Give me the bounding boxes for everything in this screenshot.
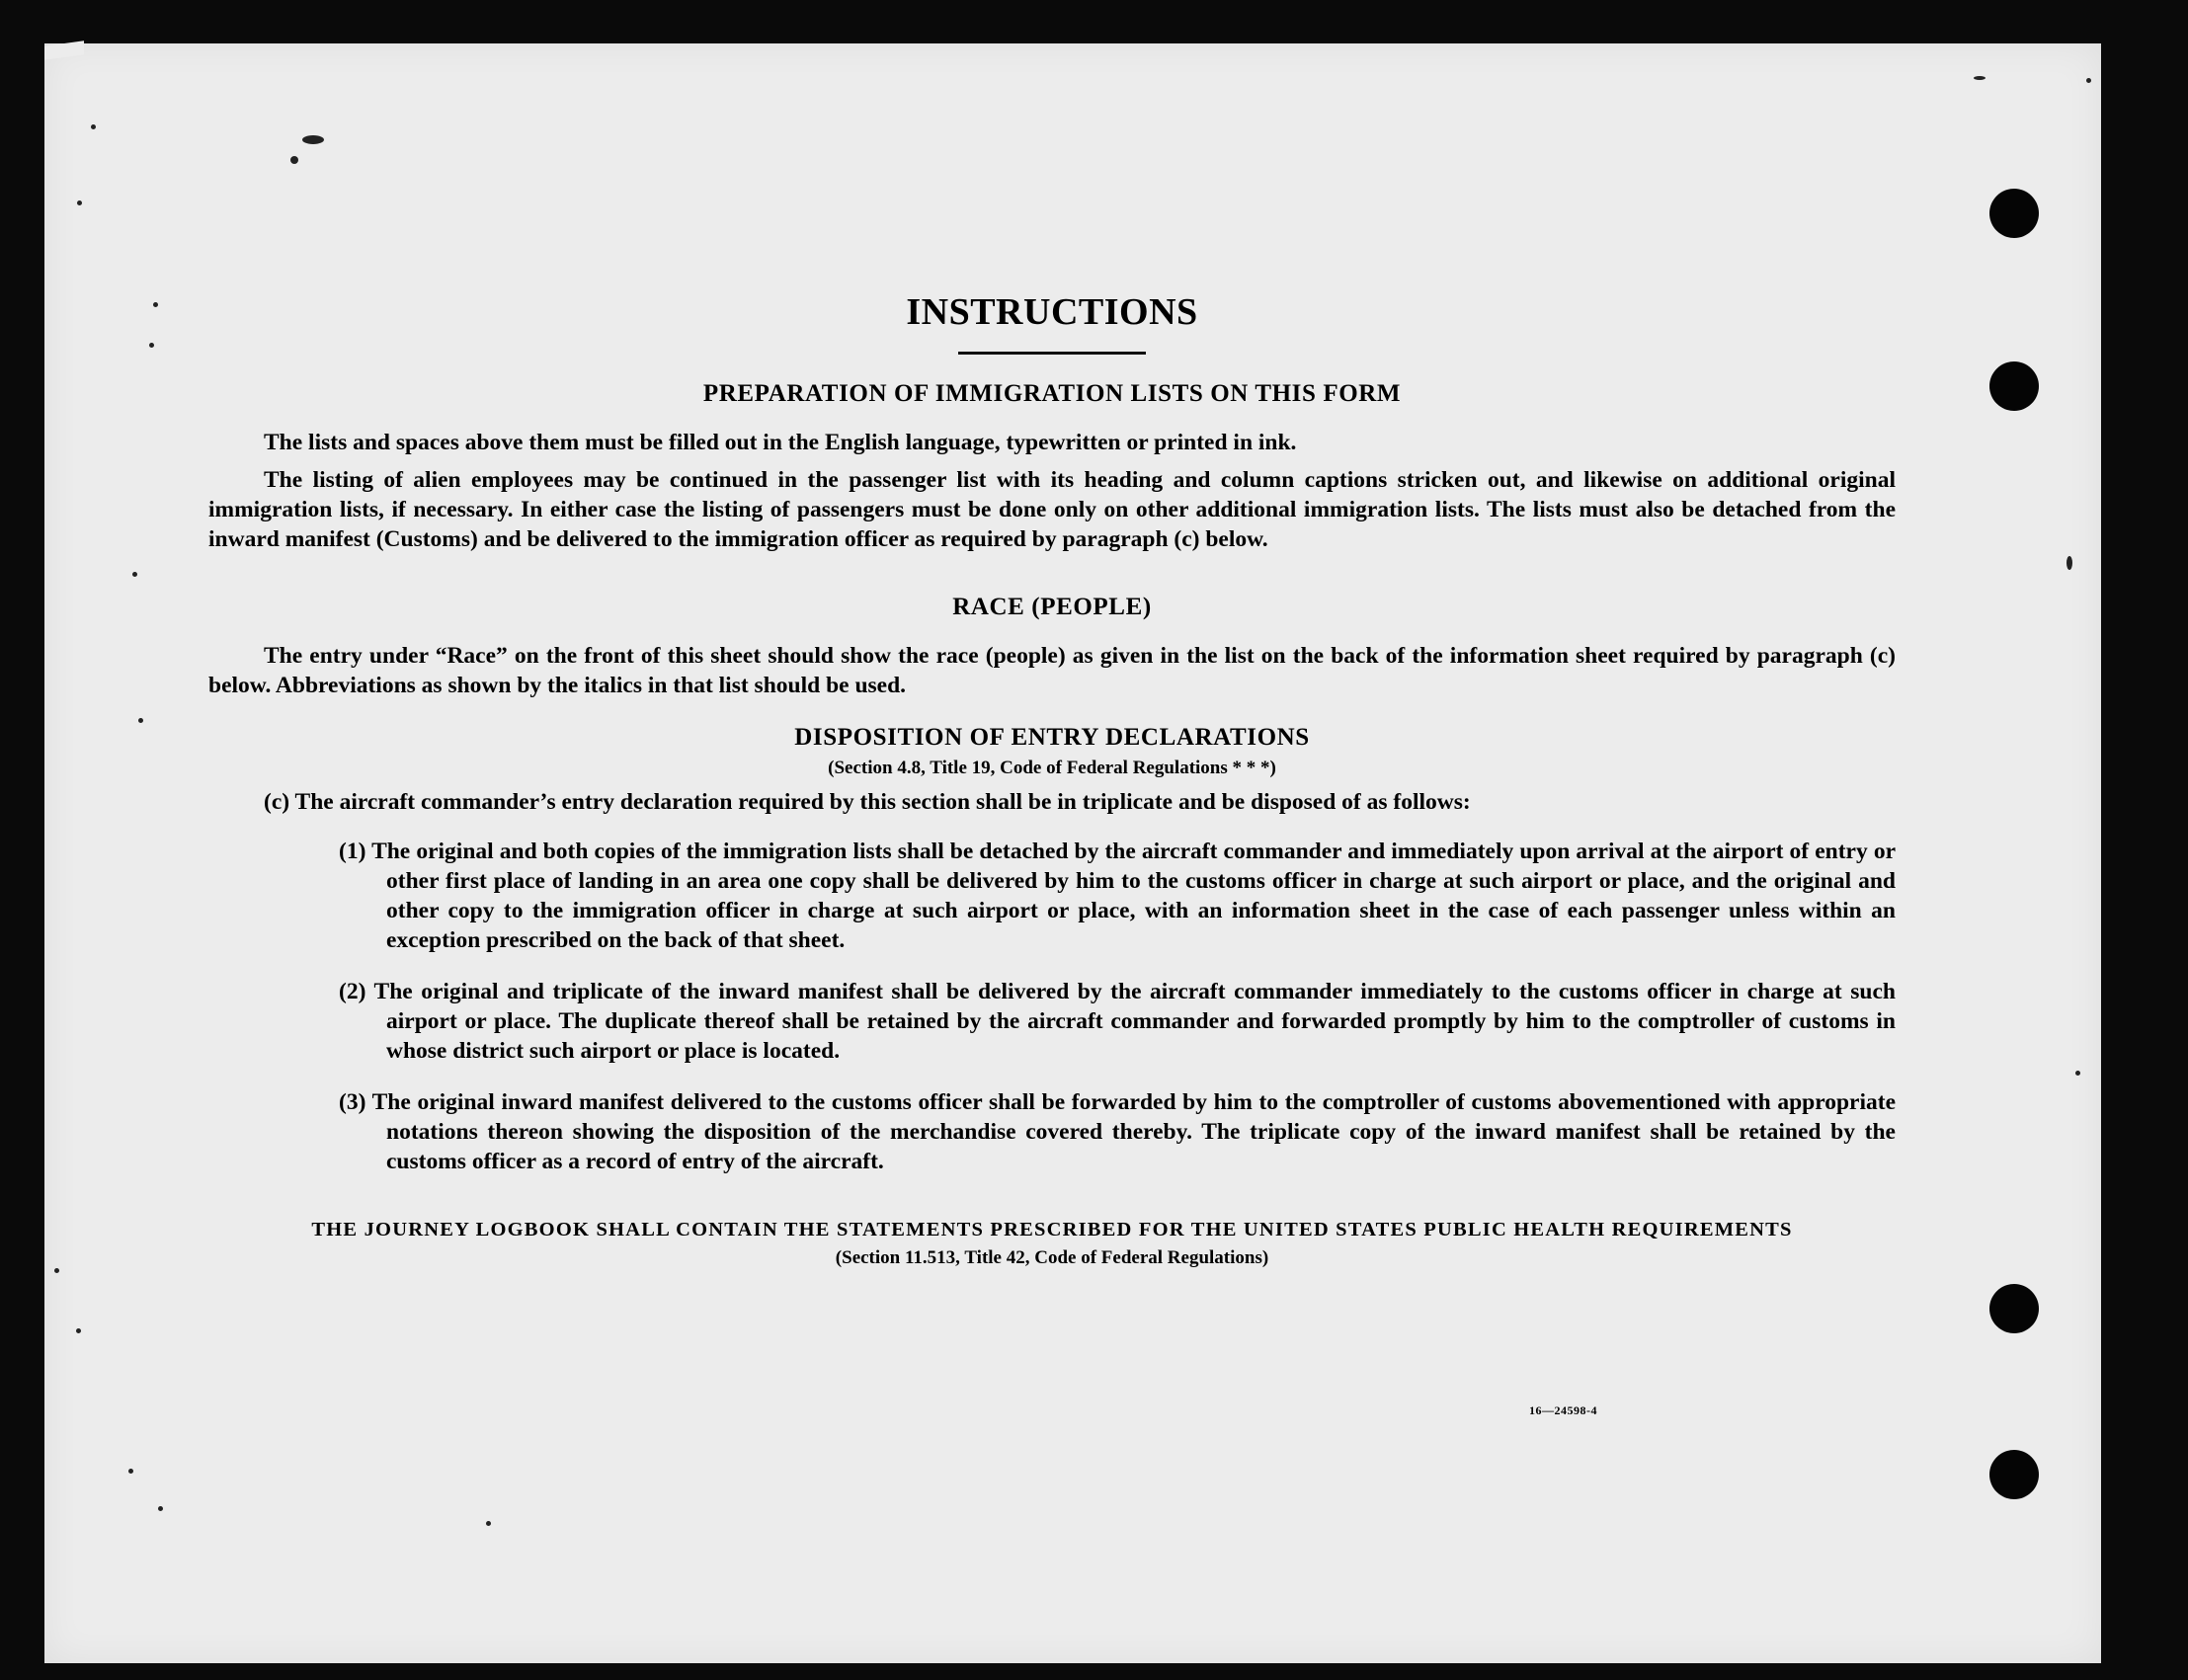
punch-hole	[1989, 1284, 2039, 1333]
ink-speck	[153, 302, 158, 307]
ink-speck	[91, 124, 96, 129]
public-health-citation: (Section 11.513, Title 42, Code of Federal Regulations)	[835, 1247, 1269, 1268]
ink-speck	[138, 718, 143, 723]
ink-speck	[302, 135, 324, 144]
ink-speck	[132, 572, 137, 577]
ink-speck	[54, 1268, 59, 1273]
ink-speck	[486, 1521, 491, 1526]
ink-speck	[1974, 76, 1985, 80]
ink-speck	[290, 156, 298, 164]
race-heading: RACE (PEOPLE)	[952, 594, 1152, 620]
punch-hole	[1989, 361, 2039, 411]
form-number: 16—24598-4	[1529, 1403, 1597, 1417]
ink-speck	[2075, 1071, 2080, 1076]
title-underline	[958, 352, 1146, 355]
instructions-content	[208, 288, 1896, 1271]
disposition-item-1: (1) The original and both copies of the immigration lists shall be detached by the aircraft commander and immediately upon arrival at the airport of entry or other first place of landing in an area one copy shall be delivered by him to the customs officer in charge at such airport or place, and the original and other copy to the immigration officer in charge at such airport or place, with an information sheet in the case of each passenger unless within an exception prescribed on the back of that sheet.	[339, 839, 1896, 953]
ink-speck	[149, 343, 154, 348]
disposition-heading: DISPOSITION OF ENTRY DECLARATIONS	[794, 724, 1310, 751]
disposition-citation: (Section 4.8, Title 19, Code of Federal Regulations * * *)	[828, 758, 1276, 778]
punch-hole	[1989, 1450, 2039, 1499]
public-health-statement: THE JOURNEY LOGBOOK SHALL CONTAIN THE STATEMENTS PRESCRIBED FOR THE UNITED STATES PUBLIC HEALTH REQUIREMENTS	[311, 1219, 1793, 1240]
race-paragraph: The entry under “Race” on the front of this sheet should show the race (people) as given in the list on the back of the information sheet required by paragraph (c) below. Abbreviations as shown by the italics in that list should be used.	[208, 643, 1896, 698]
ink-speck	[77, 200, 82, 205]
disposition-item-3: (3) The original inward manifest delivered to the customs officer shall be forwarded by him to the comptroller of customs abovementioned with appropriate notations thereon showing the disposition of the merchandise covered thereby. The triplicate copy of the inward manifest shall be retained by the customs officer as a record of entry of the aircraft.	[339, 1089, 1896, 1174]
punch-hole	[1989, 189, 2039, 238]
clause-c: (c) The aircraft commander’s entry declaration required by this section shall be in triplicate and be disposed of as follows:	[264, 789, 1471, 815]
ink-speck	[128, 1469, 133, 1474]
preparation-heading: PREPARATION OF IMMIGRATION LISTS ON THIS FORM	[702, 380, 1402, 407]
ink-speck	[158, 1506, 163, 1511]
page-title: INSTRUCTIONS	[906, 291, 1198, 333]
ink-speck	[2086, 78, 2091, 83]
preparation-paragraph: The lists and spaces above them must be filled out in the English language, typewritten or printed in ink.	[264, 430, 1297, 455]
ink-speck	[76, 1328, 81, 1333]
preparation-paragraph: The listing of alien employees may be continued in the passenger list with its heading and column captions stricken out, and likewise on additional original immigration lists, if necessary. In either case the listing of passengers must be done only on other additional immigration lists. The lists must also be detached from the inward manifest (Customs) and be delivered to the immigration officer as required by paragraph (c) below.	[208, 467, 1896, 552]
ink-speck	[2066, 556, 2072, 570]
disposition-item-2: (2) The original and triplicate of the inward manifest shall be delivered by the aircraft commander immediately to the customs officer in charge at such airport or place. The duplicate thereof shall be retained by the aircraft commander and forwarded promptly by him to the comptroller of customs in whose district such airport or place is located.	[339, 979, 1896, 1064]
